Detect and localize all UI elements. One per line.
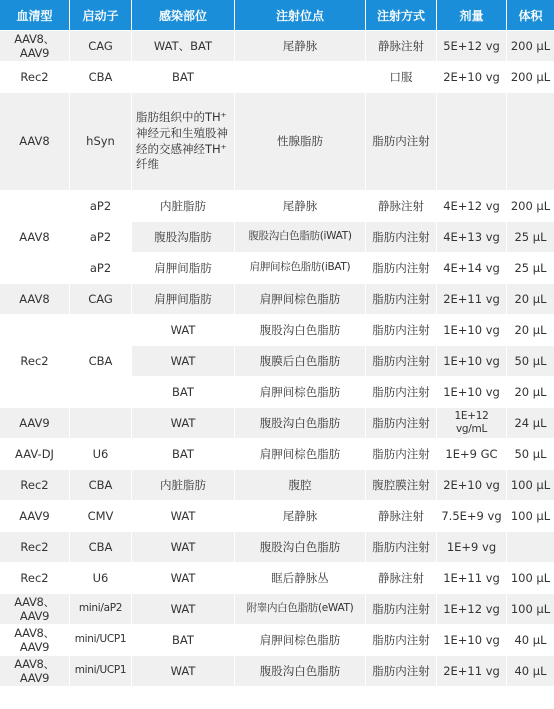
cell-infection-site: 脂肪组织中的TH⁺神经元和生殖股神经的交感神经TH⁺纤维 — [132, 92, 235, 190]
cell-infection-site: WAT — [132, 500, 235, 531]
table-row — [0, 562, 554, 593]
cell-infection-site: BAT — [132, 376, 235, 407]
cell-serotype: AAV8 — [0, 283, 70, 314]
cell-volume: 100 μL — [507, 469, 554, 500]
table-row — [0, 92, 554, 190]
header-promoter: 启动子 — [70, 0, 132, 30]
cell-method: 脂肪内注射 — [366, 438, 437, 469]
cell-volume: 40 μL — [507, 624, 554, 655]
cell-injection-site: 肩胛间棕色脂肪 — [235, 376, 366, 407]
cell-promoter: mini/aP2 — [70, 593, 132, 624]
cell-volume: 100 μL — [507, 500, 554, 531]
cell-infection-site: BAT — [132, 61, 235, 92]
header-injection-site: 注射位点 — [235, 0, 366, 30]
cell-infection-site: WAT、BAT — [132, 30, 235, 61]
cell-serotype: Rec2 — [0, 531, 70, 562]
cell-promoter: aP2 — [70, 252, 132, 283]
cell-serotype: AAV8 — [0, 92, 70, 190]
cell-volume: 20 μL — [507, 283, 554, 314]
cell-serotype: Rec2 — [0, 562, 70, 593]
table-row — [0, 593, 554, 624]
cell-injection-site: 尾静脉 — [235, 30, 366, 61]
cell-injection-site: 腹股沟白色脂肪 — [235, 314, 366, 345]
cell-injection-site: 附睾内白色脂肪(eWAT) — [235, 593, 366, 624]
cell-serotype: Rec2 — [0, 469, 70, 500]
table-row — [0, 30, 554, 61]
cell-serotype: AAV9 — [0, 407, 70, 438]
cell-method: 脂肪内注射 — [366, 345, 437, 376]
header-serotype: 血清型 — [0, 0, 70, 30]
cell-serotype: AAV8 — [0, 190, 70, 283]
cell-dose: 1E+10 vg — [437, 345, 507, 376]
cell-method: 脂肪内注射 — [366, 376, 437, 407]
cell-volume: 100 μL — [507, 562, 554, 593]
cell-dose: 1E+10 vg — [437, 376, 507, 407]
cell-infection-site: WAT — [132, 345, 235, 376]
cell-volume: 24 μL — [507, 407, 554, 438]
cell-promoter — [70, 407, 132, 438]
cell-volume: 200 μL — [507, 30, 554, 61]
cell-dose: 2E+11 vg — [437, 655, 507, 686]
cell-volume — [507, 531, 554, 562]
cell-dose: 4E+14 vg — [437, 252, 507, 283]
cell-volume: 100 μL — [507, 593, 554, 624]
table-row — [0, 190, 554, 221]
cell-injection-site: 腹股沟白色脂肪 — [235, 407, 366, 438]
cell-method: 腹腔膜注射 — [366, 469, 437, 500]
table-row — [0, 500, 554, 531]
cell-method: 静脉注射 — [366, 190, 437, 221]
cell-method: 脂肪内注射 — [366, 314, 437, 345]
cell-volume: 200 μL — [507, 190, 554, 221]
header-infection-site: 感染部位 — [132, 0, 235, 30]
cell-dose: 2E+10 vg — [437, 469, 507, 500]
cell-injection-site: 性腺脂肪 — [235, 92, 366, 190]
cell-dose: 2E+11 vg — [437, 283, 507, 314]
cell-dose: 1E+9 GC — [437, 438, 507, 469]
cell-promoter: CBA — [70, 531, 132, 562]
cell-volume — [507, 92, 554, 190]
table-row — [0, 61, 554, 92]
cell-method: 脂肪内注射 — [366, 655, 437, 686]
cell-serotype: Rec2 — [0, 61, 70, 92]
cell-dose: 1E+10 vg — [437, 314, 507, 345]
cell-infection-site: WAT — [132, 593, 235, 624]
cell-infection-site: 腹股沟脂肪 — [132, 221, 235, 252]
table-row — [0, 655, 554, 686]
cell-injection-site: 尾静脉 — [235, 500, 366, 531]
cell-promoter: U6 — [70, 438, 132, 469]
cell-serotype: AAV9 — [0, 500, 70, 531]
cell-infection-site: WAT — [132, 314, 235, 345]
table-row — [0, 624, 554, 655]
cell-dose: 4E+13 vg — [437, 221, 507, 252]
cell-method: 脂肪内注射 — [366, 252, 437, 283]
cell-promoter: aP2 — [70, 221, 132, 252]
cell-serotype: AAV8、AAV9 — [0, 593, 70, 624]
header-injection-method: 注射方式 — [366, 0, 437, 30]
cell-injection-site: 肩胛间棕色脂肪 — [235, 438, 366, 469]
cell-dose: 5E+12 vg — [437, 30, 507, 61]
cell-serotype: AAV-DJ — [0, 438, 70, 469]
cell-method: 脂肪内注射 — [366, 407, 437, 438]
cell-dose: 4E+12 vg — [437, 190, 507, 221]
cell-promoter: mini/UCP1 — [70, 624, 132, 655]
cell-volume: 20 μL — [507, 376, 554, 407]
cell-method: 静脉注射 — [366, 500, 437, 531]
cell-promoter: U6 — [70, 562, 132, 593]
cell-infection-site: WAT — [132, 562, 235, 593]
cell-volume: 25 μL — [507, 252, 554, 283]
cell-method: 脂肪内注射 — [366, 92, 437, 190]
cell-method: 静脉注射 — [366, 562, 437, 593]
cell-volume: 50 μL — [507, 345, 554, 376]
cell-infection-site: 肩胛间脂肪 — [132, 283, 235, 314]
cell-injection-site: 肩胛间棕色脂肪(iBAT) — [235, 252, 366, 283]
cell-infection-site: WAT — [132, 655, 235, 686]
cell-volume: 50 μL — [507, 438, 554, 469]
cell-serotype: AAV8、AAV9 — [0, 30, 70, 61]
cell-promoter: CAG — [70, 30, 132, 61]
cell-injection-site: 腹股沟白色脂肪 — [235, 655, 366, 686]
table-row — [0, 407, 554, 438]
cell-infection-site: 内脏脂肪 — [132, 469, 235, 500]
cell-dose: 1E+12 vg — [437, 593, 507, 624]
cell-serotype: AAV8、AAV9 — [0, 655, 70, 686]
table-row — [0, 438, 554, 469]
cell-volume: 40 μL — [507, 655, 554, 686]
table-header — [0, 0, 554, 30]
cell-method: 脂肪内注射 — [366, 531, 437, 562]
cell-promoter: CAG — [70, 283, 132, 314]
cell-promoter: mini/UCP1 — [70, 655, 132, 686]
cell-injection-site: 腹膜后白色脂肪 — [235, 345, 366, 376]
cell-dose: 1E+12 vg/mL — [437, 407, 507, 438]
table-row — [0, 531, 554, 562]
cell-injection-site — [235, 61, 366, 92]
cell-serotype: AAV8、AAV9 — [0, 624, 70, 655]
cell-injection-site: 腹腔 — [235, 469, 366, 500]
cell-promoter: aP2 — [70, 190, 132, 221]
cell-injection-site: 尾静脉 — [235, 190, 366, 221]
cell-injection-site: 肩胛间棕色脂肪 — [235, 283, 366, 314]
header-dose: 剂量 — [437, 0, 507, 30]
table-row — [0, 252, 554, 283]
cell-dose: 1E+11 vg — [437, 562, 507, 593]
cell-method: 口服 — [366, 61, 437, 92]
cell-injection-site: 腹股沟白色脂肪 — [235, 531, 366, 562]
cell-promoter: CBA — [70, 469, 132, 500]
cell-infection-site: 内脏脂肪 — [132, 190, 235, 221]
table-row — [0, 221, 554, 252]
cell-method: 静脉注射 — [366, 30, 437, 61]
cell-promoter: CBA — [70, 61, 132, 92]
cell-infection-site: WAT — [132, 407, 235, 438]
cell-dose: 1E+9 vg — [437, 531, 507, 562]
cell-dose — [437, 92, 507, 190]
cell-promoter: CMV — [70, 500, 132, 531]
cell-method: 脂肪内注射 — [366, 593, 437, 624]
table-body — [0, 30, 554, 686]
cell-dose: 7.5E+9 vg — [437, 500, 507, 531]
table-row — [0, 283, 554, 314]
table-row — [0, 469, 554, 500]
cell-dose: 1E+10 vg — [437, 624, 507, 655]
cell-volume: 200 μL — [507, 61, 554, 92]
cell-promoter: CBA — [70, 314, 132, 407]
cell-infection-site: BAT — [132, 624, 235, 655]
cell-infection-site: 肩胛间脂肪 — [132, 252, 235, 283]
cell-method: 脂肪内注射 — [366, 624, 437, 655]
cell-injection-site: 腹股沟白色脂肪(iWAT) — [235, 221, 366, 252]
header-volume: 体积 — [507, 0, 554, 30]
cell-serotype: Rec2 — [0, 314, 70, 407]
table-row — [0, 314, 554, 345]
cell-infection-site: WAT — [132, 531, 235, 562]
cell-infection-site: BAT — [132, 438, 235, 469]
cell-dose: 2E+10 vg — [437, 61, 507, 92]
cell-injection-site: 肩胛间棕色脂肪 — [235, 624, 366, 655]
cell-volume: 25 μL — [507, 221, 554, 252]
cell-promoter: hSyn — [70, 92, 132, 190]
cell-method: 脂肪内注射 — [366, 221, 437, 252]
cell-injection-site: 眶后静脉丛 — [235, 562, 366, 593]
cell-method: 脂肪内注射 — [366, 283, 437, 314]
cell-volume: 20 μL — [507, 314, 554, 345]
